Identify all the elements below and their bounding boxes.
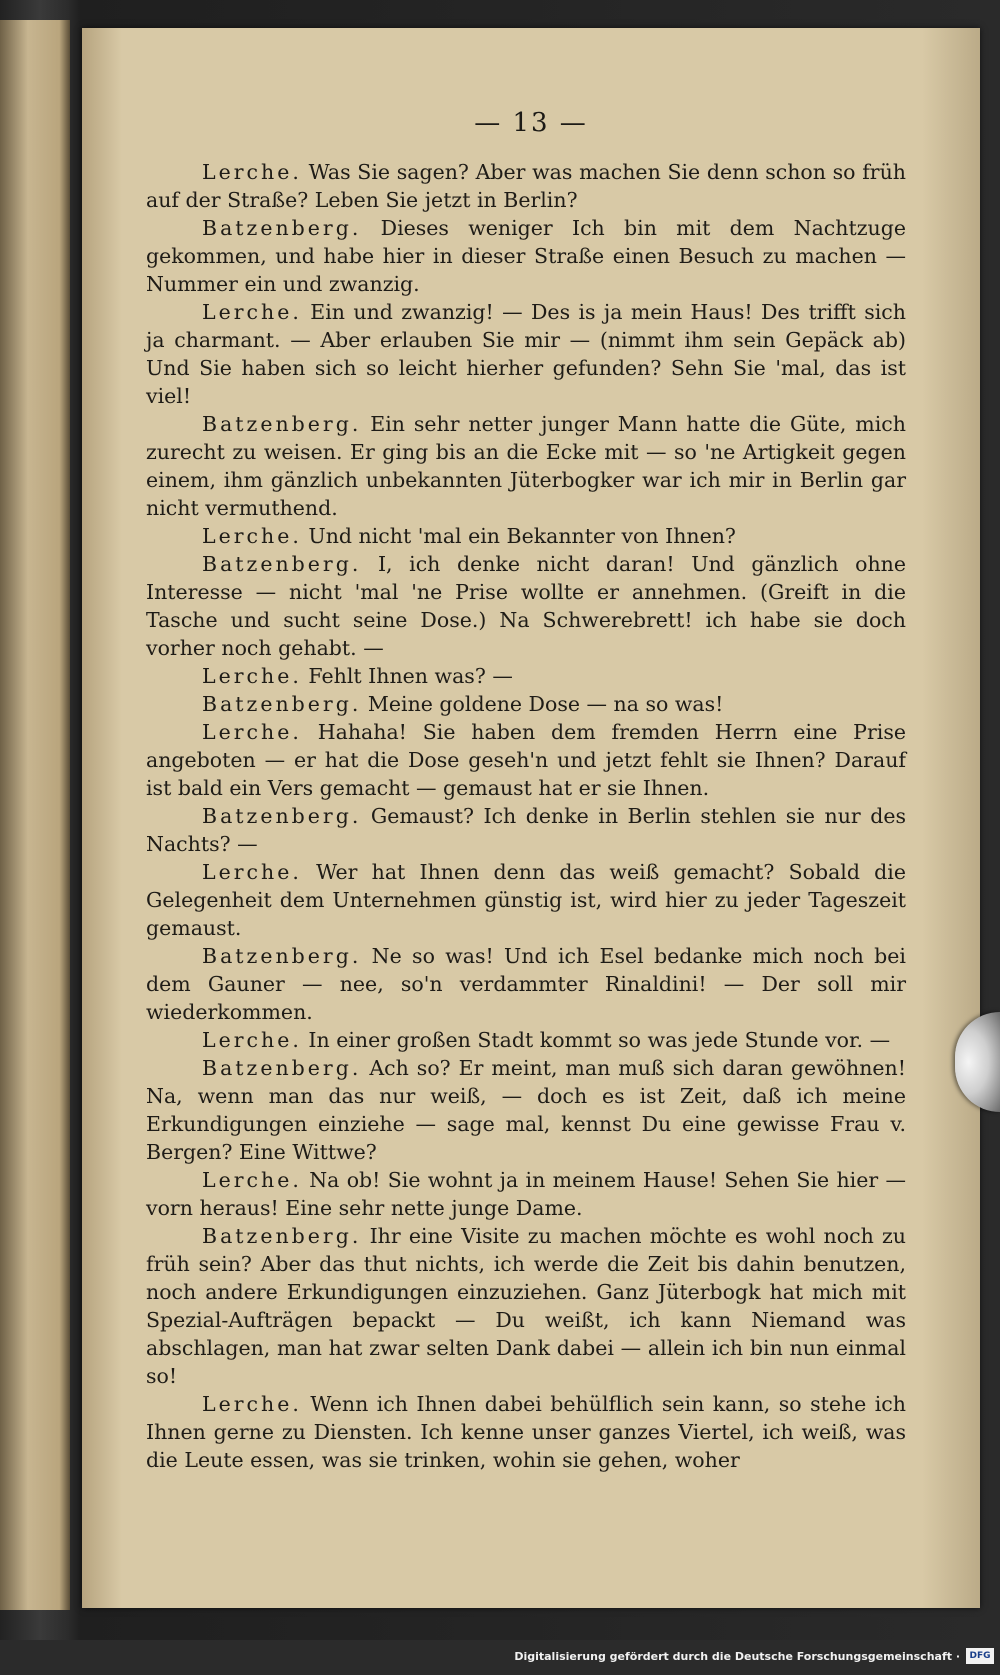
dialogue-text: Wer hat Ihnen denn das weiß gemacht? Sobald die Gelegenheit dem Unternehmen günstig ist, wird hier zu jeder Tageszeit gemaust.	[146, 860, 906, 940]
speaker-name: Lerche.	[202, 524, 302, 548]
speaker-name: Batzenberg.	[202, 692, 362, 716]
dialogue-paragraph	[146, 942, 906, 1026]
dialogue-paragraph	[146, 662, 906, 690]
speaker-name: Lerche.	[202, 860, 302, 884]
dialogue-paragraph	[146, 690, 906, 718]
dialogue-paragraph	[146, 718, 906, 802]
dialogue-text: Meine goldene Dose — na so was!	[367, 692, 724, 716]
dialogue-text: Dieses weniger Ich bin mit dem Nachtzuge gekommen, und habe hier in dieser Straße einen Besuch zu machen — Nummer ein und zwanzig.	[146, 216, 906, 296]
dfg-logo: DFG	[966, 1648, 994, 1664]
speaker-name: Lerche.	[202, 300, 302, 324]
dialogue-text: In einer großen Stadt kommt so was jede Stunde vor. —	[308, 1028, 891, 1052]
dialogue-text: Was Sie sagen? Aber was machen Sie denn schon so früh auf der Straße? Leben Sie jetzt in Berlin?	[146, 160, 906, 212]
dialogue-paragraph	[146, 1026, 906, 1054]
dialogue-paragraph	[146, 1054, 906, 1166]
footer-credit: Digitalisierung gefördert durch die Deutsche Forschungsgemeinschaft ·	[514, 1650, 960, 1663]
speaker-name: Batzenberg.	[202, 1224, 362, 1248]
dialogue-paragraph	[146, 410, 906, 522]
speaker-name: Batzenberg.	[202, 1056, 362, 1080]
dialogue-text: Hahaha! Sie haben dem fremden Herrn eine Prise angeboten — er hat die Dose geseh'n und jetzt fehlt sie Ihnen? Darauf ist bald ein Vers gemacht — gemaust hat er sie Ihnen.	[146, 720, 906, 800]
speaker-name: Batzenberg.	[202, 216, 362, 240]
previous-page-edge	[0, 20, 70, 1610]
dialogue-paragraph	[146, 522, 906, 550]
dialogue-paragraph	[146, 858, 906, 942]
dialogue-text: Ach so? Er meint, man muß sich daran gewöhnen! Na, wenn man das nur weiß, — doch es ist Zeit, daß ich meine Erkundigungen einziehe — sage mal, kennst Du eine gewisse Frau v. Bergen? Eine Wittwe?	[146, 1056, 906, 1164]
page-number: — 13 —	[474, 108, 588, 138]
footer-bar	[0, 1640, 1000, 1675]
speaker-name: Batzenberg.	[202, 804, 362, 828]
dialogue-text: Ihr eine Visite zu machen möchte es wohl noch zu früh sein? Aber das thut nichts, ich werde die Zeit bis dahin benutzen, noch andere Erkundigungen einzuziehen. Ganz Jüterbogk hat mich mit Spezial-Aufträgen bepackt — Du weißt, ich kann Niemand was abschlagen, man hat zwar selten Dank dabei — allein ich bin nun einmal so!	[146, 1224, 906, 1388]
dialogue-paragraph	[146, 1390, 906, 1474]
dialogue-paragraph	[146, 550, 906, 662]
dialogue-paragraph	[146, 1222, 906, 1390]
speaker-name: Lerche.	[202, 160, 302, 184]
dialogue-paragraph	[146, 802, 906, 858]
speaker-name: Batzenberg.	[202, 412, 362, 436]
dialogue-text: Ein sehr netter junger Mann hatte die Güte, mich zurecht zu weisen. Er ging bis an die Ecke mit — so 'ne Artigkeit gegen einem, ihm gänzlich unbekannten Jüterbogker war ich mir in Berlin gar nicht vermuthend.	[146, 412, 906, 520]
dialogue-text: Ein und zwanzig! — Des is ja mein Haus! Des trifft sich ja charmant. — Aber erlauben Sie mir — (nimmt ihm sein Gepäck ab) Und Sie haben sich so leicht hierher gefunden? Sehn Sie 'mal, das ist viel!	[146, 300, 906, 408]
dialogue-text: Und nicht 'mal ein Bekannter von Ihnen?	[308, 524, 736, 548]
speaker-name: Lerche.	[202, 720, 302, 744]
dialogue-paragraph	[146, 1166, 906, 1222]
book-page	[82, 28, 980, 1608]
dialogue-paragraph	[146, 214, 906, 298]
speaker-name: Batzenberg.	[202, 552, 362, 576]
speaker-name: Batzenberg.	[202, 944, 362, 968]
dialogue-text: Gemaust? Ich denke in Berlin stehlen sie nur des Nachts? —	[146, 804, 906, 856]
dialogue-paragraph	[146, 298, 906, 410]
dialogue-text: Wenn ich Ihnen dabei behülflich sein kann, so stehe ich Ihnen gerne zu Diensten. Ich kenne unser ganzes Viertel, ich weiß, was die Leute essen, was sie trinken, wohin sie gehen, woher	[146, 1392, 906, 1472]
dialogue-paragraph	[146, 158, 906, 214]
dialogue-text: Fehlt Ihnen was? —	[308, 664, 513, 688]
speaker-name: Lerche.	[202, 664, 302, 688]
dialogue-text: I, ich denke nicht daran! Und gänzlich ohne Interesse — nicht 'mal 'ne Prise wollte er annehmen. (Greift in die Tasche und sucht seine Dose.) Na Schwerebrett! ich habe sie doch vorher noch gehabt. —	[146, 552, 906, 660]
text-block	[146, 158, 906, 1474]
speaker-name: Lerche.	[202, 1168, 302, 1192]
speaker-name: Lerche.	[202, 1028, 302, 1052]
dialogue-text: Ne so was! Und ich Esel bedanke mich noch bei dem Gauner — nee, so'n verdammter Rinaldini! — Der soll mir wiederkommen.	[146, 944, 906, 1024]
dialogue-text: Na ob! Sie wohnt ja in meinem Hause! Sehen Sie hier — vorn heraus! Eine sehr nette junge Dame.	[146, 1168, 906, 1220]
speaker-name: Lerche.	[202, 1392, 302, 1416]
